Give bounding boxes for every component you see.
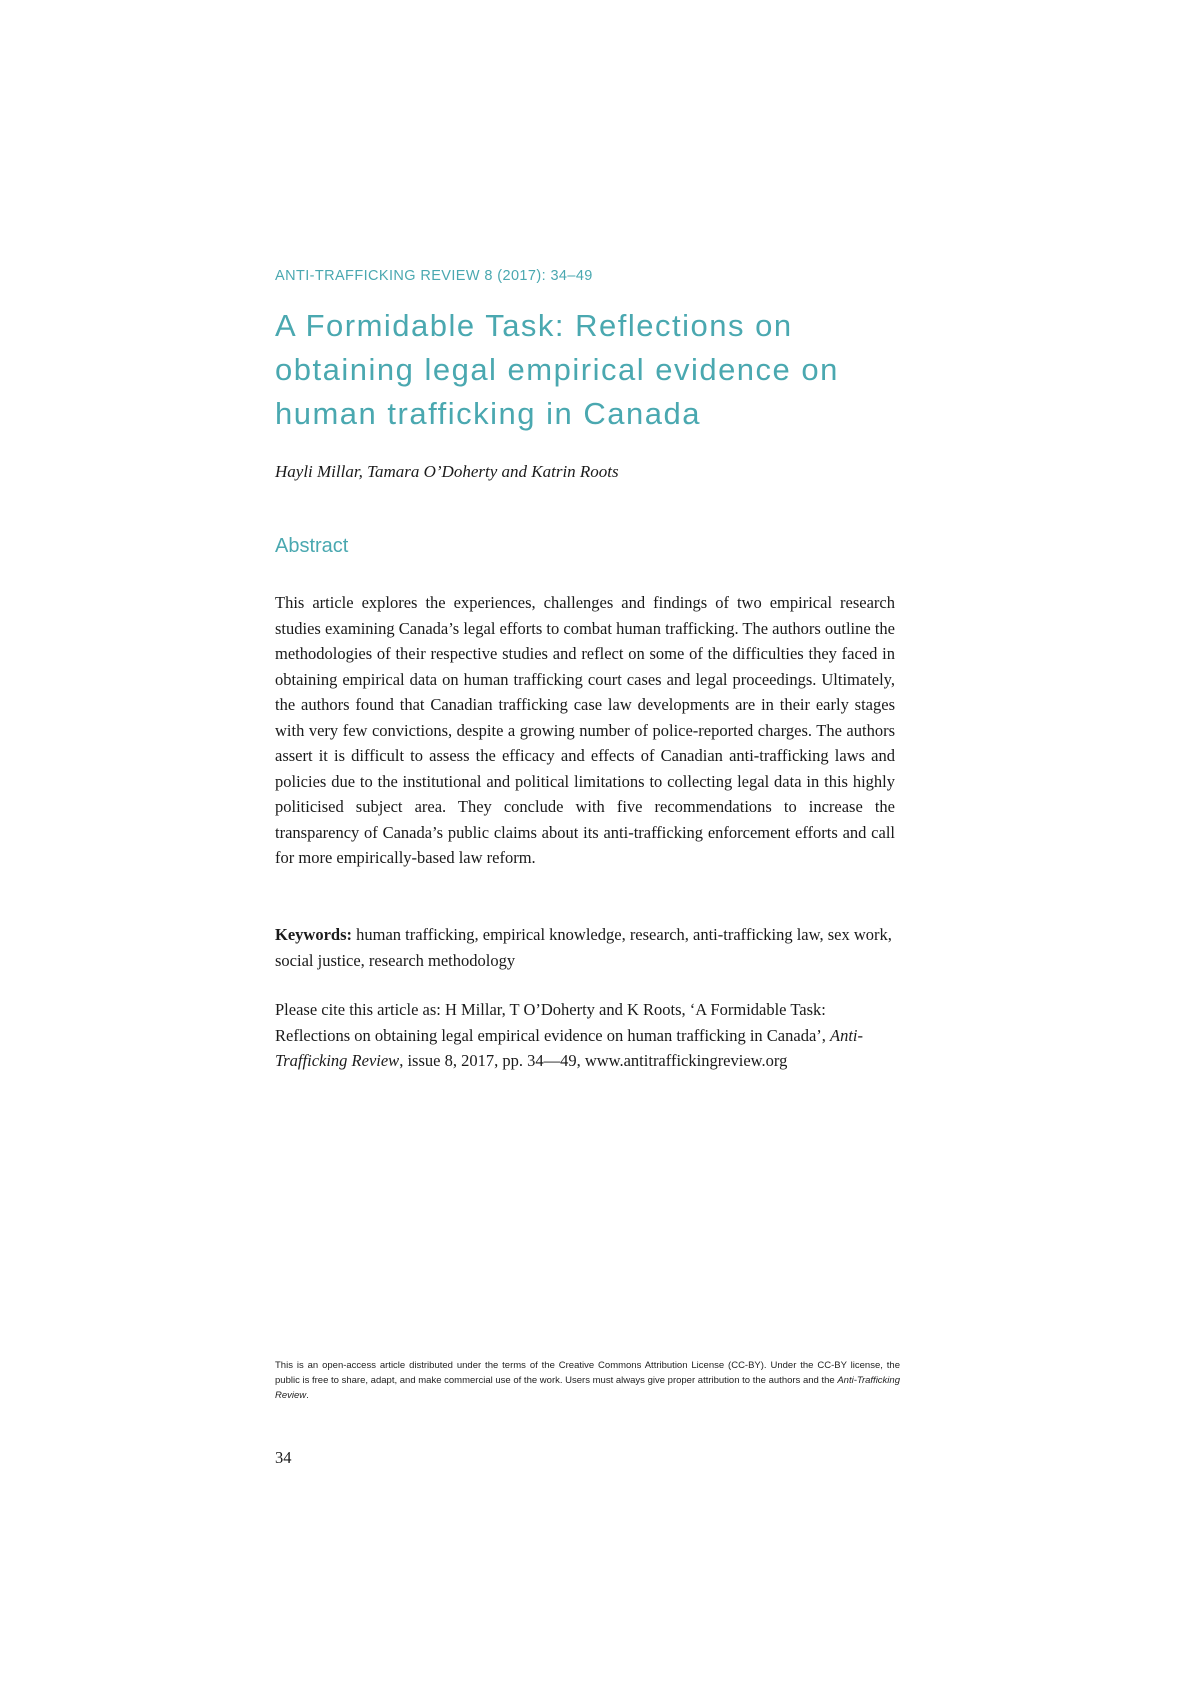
page-number: 34 — [275, 1448, 292, 1467]
article-title: A Formidable Task: Reflections on obtaining legal empirical evidence on human trafficking in Canada — [275, 308, 839, 431]
article-page — [275, 0, 900, 1698]
citation — [275, 997, 905, 1074]
authors: Hayli Millar, Tamara O’Doherty and Katrin Roots — [275, 462, 619, 481]
keywords-text: human trafficking, empirical knowledge, research, anti-trafficking law, sex work, social justice, research methodology — [275, 925, 892, 970]
keywords — [275, 922, 895, 973]
license-journal: Anti-Trafficking Review — [275, 1375, 900, 1401]
abstract-body: This article explores the experiences, challenges and findings of two empirical research studies examining Canada’s legal efforts to combat human trafficking. The authors outline the methodologies of their respective studies and reflect on some of the difficulties they faced in obtaining empirical data on human trafficking court cases and legal proceedings. Ultimately, the authors found that Canadian trafficking case law developments are in their early stages with very few convictions, despite a growing number of police-reported charges. The authors assert it is difficult to assess the efficacy and effects of Canadian anti-trafficking laws and policies due to the institutional and political limitations to collecting legal data in this highly politicised subject area. They conclude with five recommendations to increase the transparency of Canada’s public claims about its anti-trafficking enforcement efforts and call for more empirically-based law reform. — [275, 593, 895, 867]
abstract-heading: Abstract — [275, 535, 349, 557]
citation-prefix: Please cite this article as: H Millar, T O’Doherty and K Roots, ‘A Formidable Task: Reflections on obtaining legal empirical evidence on human trafficking in Canada’, — [275, 1000, 831, 1045]
license-notice — [275, 1358, 900, 1403]
license-text: This is an open-access article distributed under the terms of the Creative Commons Attribution License (CC-BY). Under the CC-BY license, the public is free to share, adapt, and make commercial use of the work. Users must always give proper attribution to the authors and the — [275, 1360, 900, 1386]
license-end: . — [306, 1390, 309, 1401]
citation-journal: Anti-Trafficking Review — [275, 1025, 864, 1070]
keywords-label: Keywords: — [275, 925, 352, 944]
citation-suffix: , issue 8, 2017, pp. 34—49, www.antitraffickingreview.org — [399, 1051, 788, 1070]
journal-header: ANTI-TRAFFICKING REVIEW 8 (2017): 34–49 — [275, 268, 593, 284]
